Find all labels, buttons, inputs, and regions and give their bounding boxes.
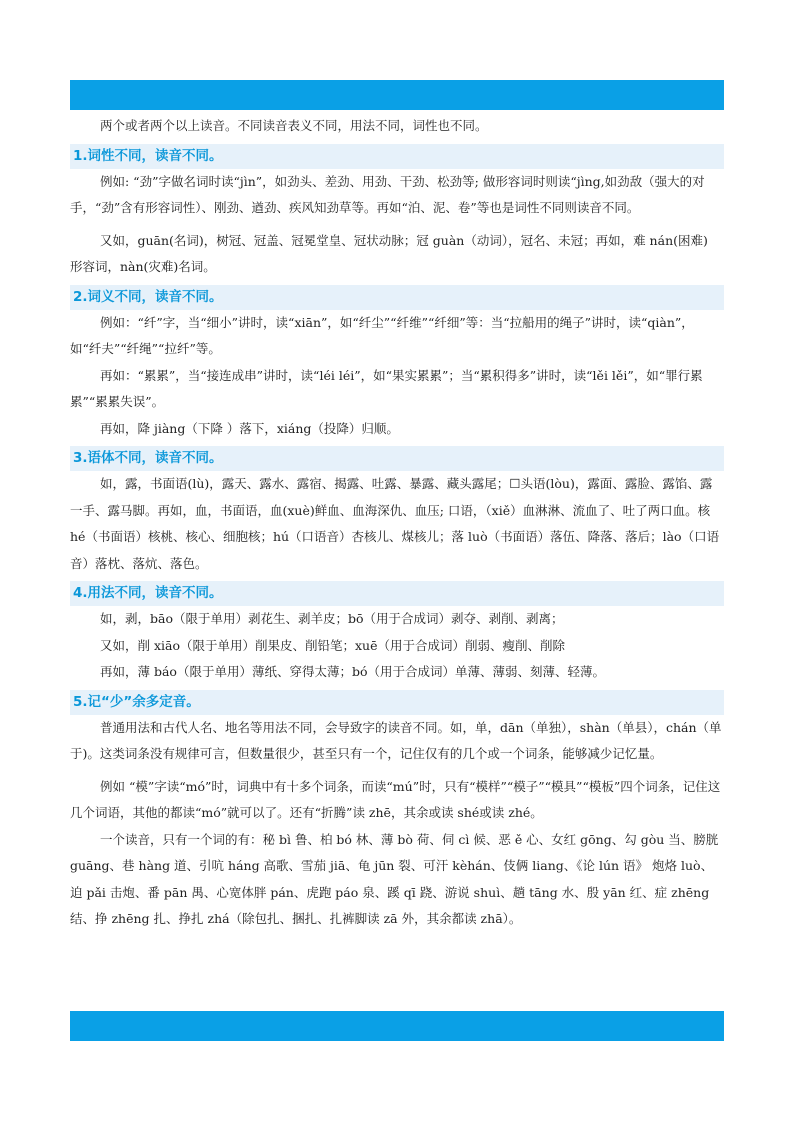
section-4-paragraph-1: 如，剥，bāo（限于单用）剥花生、剥羊皮；bō（用于合成词）剥夺、剥削、剥离； <box>100 611 564 626</box>
section-4-paragraph-2: 又如，削 xiāo（限于单用）削果皮、削铅笔；xuē（用于合成词）削弱、瘦削、削除 <box>100 637 565 653</box>
bottom-footer-bar <box>70 1011 724 1041</box>
section-3-paragraph-1: 如，露，书面语(lù)，露天、露水、露宿、揭露、吐露、暴露、藏头露尾；☐头语(lòu)，露面、露脸、露馅、露一手、露马脚。再如，血，书面语，血(xuè)鲜血、血海深仇、血压; 口语，（xiě）血淋淋、流血了、吐了两口血。核 hé（书面语）核桃、核心、细胞核；hú（口语音）杏核儿、煤核儿；落 luò（书面语）落伍、降落、落后；lào（口语音）落枕、落炕、落色。 <box>70 476 720 571</box>
section-2-paragraph-2: 再如：“累累”，当“接连成串”讲时，读“léi léi”，如“果实累累”；当“累积得多”讲时，读“lěi lěi”，如“罪行累累”“累累失误”。 <box>70 367 703 409</box>
intro-paragraph: 两个或者两个以上读音。不同读音表义不同，用法不同，词性也不同。 <box>100 118 488 133</box>
section-5-paragraph-2: 例如 “模”字读“mó”时，词典中有十多个词条，而读“mú”时，只有“模样”“模子”“模具”“模板”四个词条，记住这几个词语，其他的都读“mó”就可以了。还有“折腾”读 zhē，其余或读 shé或读 zhé。 <box>70 778 721 820</box>
section-1-paragraph-2: 又如，guān(名词)，树冠、冠盖、冠冕堂皇、冠状动脉；冠 guàn（动词），冠名、未冠；再如，难 nán(困难) 形容词，nàn(灾难)名词。 <box>70 232 708 274</box>
section-heading-4: 4.用法不同，读音不同。 <box>70 581 724 606</box>
section-2-paragraph-3: 再如，降 jiàng（下降 ）落下，xiáng（投降）归顺。 <box>100 420 399 436</box>
section-5-paragraph-1: 普通用法和古代人名、地名等用法不同，会导致字的读音不同。如，单，dān（单独），shàn（单县），chán（单于)。这类词条没有规律可言，但数量很少，甚至只有一个，记住仅有的几个或一个词条，能够减少记忆量。 <box>70 719 722 761</box>
section-heading-3: 3.语体不同，读音不同。 <box>70 446 724 471</box>
document-body <box>70 80 724 933</box>
section-5-paragraph-3: 一个读音，只有一个词的有：秘 bì 鲁、柏 bó 林、薄 bò 荷、伺 cì 候、恶 ě 心、女红 gōng、勾 gòu 当、膀胱 guāng、巷 hàng 道、引吭 háng 高歌、雪茄 jiā、龟 jūn 裂、可汗 kèhán、伎俩 liang、《论 lún 语》 炮烙 luò、迫 pǎi 击炮、番 pān 禺、心宽体胖 pán、虎跑 páo 泉、蹊 qī 跷、游说 shuì、趟 tāng 水、殷 yān 红、症 zhēng 结、挣 zhēng 扎、挣扎 zhá（除包扎、捆扎、扎裤脚读 zā 外，其余都读 zhā）。 <box>70 831 719 926</box>
top-header-bar <box>70 80 724 110</box>
section-heading-5: 5.记“少”余多定音。 <box>70 690 724 715</box>
section-heading-2: 2.词义不同，读音不同。 <box>70 285 724 310</box>
section-1-paragraph-1: 例如: “劲”字做名词时读“jìn”，如劲头、差劲、用劲、干劲、松劲等; 做形容词时则读“jìng,如劲敌（强大的对手，“劲”含有形容词性）、刚劲、遒劲、疾风知劲草等。再如“泊、泥、卷”等也是词性不同则读音不同。 <box>70 173 705 215</box>
section-4-paragraph-3: 再如，薄 báo（限于单用）薄纸、穿得太薄；bó（用于合成词）单薄、薄弱、刻薄、轻薄。 <box>100 664 605 679</box>
section-2-paragraph-1: 例如：“纤”字，当“细小”讲时，读“xiān”，如“纤尘”“纤维”“纤细”等：当“拉船用的绳子”讲时，读“qiàn”，如“纤夫”“纤绳”“拉纤”等。 <box>70 314 694 356</box>
section-heading-1: 1.词性不同，读音不同。 <box>70 144 724 169</box>
